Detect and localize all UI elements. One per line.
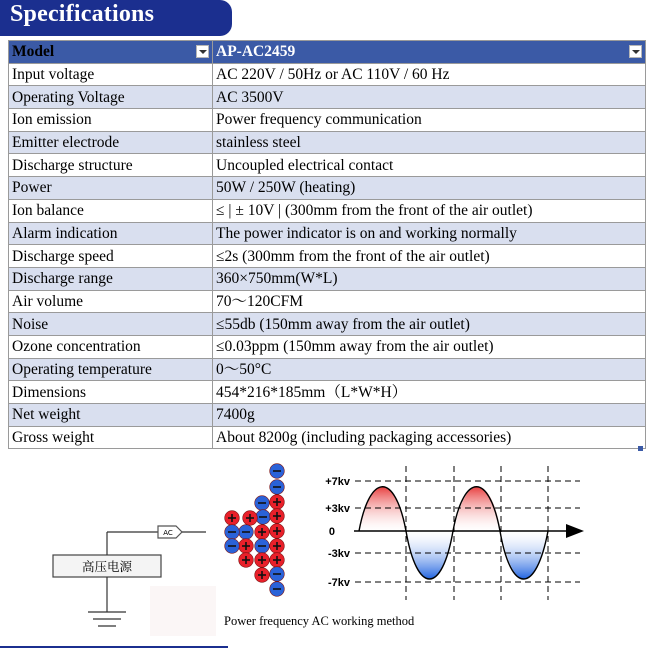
spec-value-cell[interactable]: 454*216*185mm（L*W*H） <box>213 381 646 404</box>
spec-label-cell[interactable]: Net weight <box>9 404 213 427</box>
spec-label-cell[interactable]: Operating temperature <box>9 358 213 381</box>
spec-value-cell[interactable]: Uncoupled electrical contact <box>213 154 646 177</box>
table-row <box>9 335 646 358</box>
power-source-label: 高压电源 <box>81 559 133 574</box>
spec-label-cell[interactable]: Input voltage <box>9 63 213 86</box>
header-value-cell[interactable] <box>213 41 646 64</box>
table-row <box>9 290 646 313</box>
spec-label-cell[interactable]: Ozone concentration <box>9 335 213 358</box>
ac-waveform <box>325 466 584 600</box>
spec-value-cell[interactable]: ≤ | ± 10V | (300mm from the front of the air outlet) <box>213 199 646 222</box>
table-row <box>9 426 646 449</box>
label-plus3kv: +3kv <box>325 503 350 515</box>
table-row <box>9 267 646 290</box>
spec-label-cell[interactable]: Ion emission <box>9 109 213 132</box>
spec-label-cell[interactable]: Alarm indication <box>9 222 213 245</box>
label-plus7kv: +7kv <box>325 476 350 488</box>
negative-half-1 <box>406 531 453 579</box>
spec-label-cell[interactable]: Power <box>9 177 213 200</box>
spec-value-cell[interactable]: 50W / 250W (heating) <box>213 177 646 200</box>
placeholder-box <box>150 586 216 636</box>
ion-cluster <box>225 464 285 597</box>
table-row <box>9 199 646 222</box>
header-model-cell[interactable] <box>9 41 213 64</box>
spec-value-cell[interactable]: 7400g <box>213 404 646 427</box>
table-row <box>9 404 646 427</box>
negative-half-2 <box>501 531 548 579</box>
table-resize-handle[interactable] <box>638 446 643 451</box>
spec-label-cell[interactable]: Gross weight <box>9 426 213 449</box>
label-zero: 0 <box>328 526 335 538</box>
section-title-tab <box>0 0 232 36</box>
spec-label-cell[interactable]: Operating Voltage <box>9 86 213 109</box>
table-row <box>9 222 646 245</box>
header-model-value: AP-AC2459 <box>216 43 296 61</box>
spec-value-cell[interactable]: 70～120CFM <box>213 290 646 313</box>
bottom-rule <box>0 646 228 648</box>
diagram-caption: Power frequency AC working method <box>224 614 415 628</box>
spec-value-cell[interactable]: ≤2s (300mm from the front of the air outlet) <box>213 245 646 268</box>
spec-label-cell[interactable]: Emitter electrode <box>9 131 213 154</box>
table-header-row <box>9 41 646 64</box>
spec-label-cell[interactable]: Air volume <box>9 290 213 313</box>
spec-label-cell[interactable]: Noise <box>9 313 213 336</box>
table-row <box>9 177 646 200</box>
table-row <box>9 154 646 177</box>
spec-value-cell[interactable]: 0～50°C <box>213 358 646 381</box>
table-row <box>9 245 646 268</box>
spec-label-cell[interactable]: Ion balance <box>9 199 213 222</box>
table-row <box>9 313 646 336</box>
positive-half-1 <box>359 487 406 531</box>
filter-dropdown-icon[interactable] <box>196 45 209 58</box>
spec-table <box>8 40 646 449</box>
label-minus3kv: -3kv <box>327 548 350 560</box>
filter-dropdown-icon[interactable] <box>629 45 642 58</box>
spec-label-cell[interactable]: Dimensions <box>9 381 213 404</box>
spec-value-cell[interactable]: AC 3500V <box>213 86 646 109</box>
spec-value-cell[interactable]: AC 220V / 50Hz or AC 110V / 60 Hz <box>213 63 646 86</box>
spec-value-cell[interactable]: ≤0.03ppm (150mm away from the air outlet) <box>213 335 646 358</box>
spec-label-cell[interactable]: Discharge structure <box>9 154 213 177</box>
table-row <box>9 131 646 154</box>
table-row <box>9 381 646 404</box>
spec-value-cell[interactable]: About 8200g (including packaging accessories) <box>213 426 646 449</box>
spec-value-cell[interactable]: ≤55db (150mm away from the air outlet) <box>213 313 646 336</box>
spec-value-cell[interactable]: 360×750mm(W*L) <box>213 267 646 290</box>
spec-value-cell[interactable]: The power indicator is on and working normally <box>213 222 646 245</box>
section-title: Specifications <box>10 1 155 27</box>
ac-label: AC <box>163 529 173 537</box>
spec-value-cell[interactable]: Power frequency communication <box>213 109 646 132</box>
table-row <box>9 86 646 109</box>
x-axis-arrow <box>566 524 584 538</box>
spec-label-cell[interactable]: Discharge range <box>9 267 213 290</box>
spec-value-cell[interactable]: stainless steel <box>213 131 646 154</box>
label-minus7kv: -7kv <box>327 577 350 589</box>
spec-label-cell[interactable]: Discharge speed <box>9 245 213 268</box>
table-row <box>9 63 646 86</box>
header-model-label: Model <box>12 43 55 61</box>
table-row <box>9 109 646 132</box>
table-row <box>9 358 646 381</box>
